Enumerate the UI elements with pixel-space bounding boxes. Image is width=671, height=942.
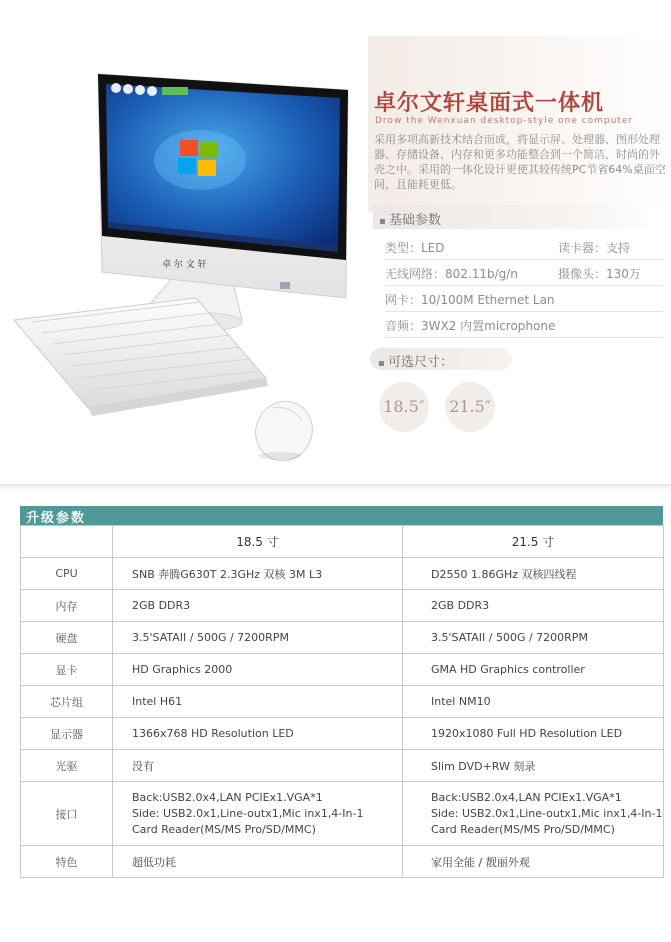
spec-row	[385, 234, 663, 260]
table-row	[21, 718, 664, 750]
table-row	[21, 590, 664, 622]
section-divider	[0, 484, 671, 490]
size-options-heading-label: ▪ 可选尺寸：	[378, 351, 453, 370]
spec-type: 类型：LED	[385, 241, 445, 255]
cell-18-5: HD Graphics 2000	[113, 654, 403, 686]
row-label: 显卡	[21, 654, 113, 686]
spec-network: 网卡：10/100M Ethernet Lan	[385, 293, 555, 307]
cell-18-5: Intel H61	[113, 686, 403, 718]
cell-21-5: D2550 1.86GHz 双核四线程	[403, 558, 664, 590]
basic-specs-list	[385, 234, 663, 338]
cell-18-5: SNB 奔腾G630T 2.3GHz 双核 3M L3	[113, 558, 403, 590]
table-row	[21, 654, 664, 686]
cell-21-5: 2GB DDR3	[403, 590, 664, 622]
spec-wireless: 无线网络：802.11b/g/n	[385, 267, 518, 281]
cell-21-5	[403, 782, 664, 846]
cell-line: Back:USB2.0x4,LAN PCIEx1.VGA*1	[132, 790, 323, 804]
table-header-18-5: 18.5 寸	[113, 526, 403, 558]
size-options-heading	[370, 348, 512, 370]
cell-line: Card Reader(MS/MS Pro/SD/MMC)	[431, 822, 615, 836]
cell-18-5: 3.5'SATAII / 500G / 7200RPM	[113, 622, 403, 654]
cell-18-5	[113, 782, 403, 846]
spec-card-reader: 读卡器：支持	[558, 241, 631, 255]
size-option-21-5[interactable]: 21.5″	[445, 382, 495, 432]
table-row	[21, 846, 664, 878]
cell-21-5: 家用全能 / 靓丽外观	[403, 846, 664, 878]
spec-row	[385, 286, 663, 312]
product-description: 采用多项高新技术结合而成，将显示屏、处理器、图形处理器、存储设备、内存和更多功能整合到一个简洁、时尚的外壳之中。采用的一体化设计更使其较传统PC节省64%桌面空间，且能耗更低。	[374, 133, 666, 191]
cell-18-5: 超低功耗	[113, 846, 403, 878]
cell-21-5: Slim DVD+RW 刻录	[403, 750, 664, 782]
row-label: 硬盘	[21, 622, 113, 654]
table-header-21-5: 21.5 寸	[403, 526, 664, 558]
table-row	[21, 750, 664, 782]
row-label: 接口	[21, 782, 113, 846]
product-image	[10, 60, 350, 470]
product-title: 卓尔文轩桌面式一体机	[374, 90, 605, 116]
product-subtitle: Drow the Wenxuan desktop-style one computer	[375, 116, 634, 126]
upgrade-params-heading	[20, 506, 663, 525]
table-row	[21, 686, 664, 718]
cell-line: Card Reader(MS/MS Pro/SD/MMC)	[132, 822, 316, 836]
monitor-brand-text: 卓 尔 文 轩	[162, 260, 207, 270]
size-option-18-5[interactable]: 18.5″	[379, 382, 429, 432]
basic-specs-heading-label: ▪ 基础参数	[379, 209, 441, 228]
upgrade-params-table	[20, 525, 664, 878]
row-label: CPU	[21, 558, 113, 590]
cell-18-5: 2GB DDR3	[113, 590, 403, 622]
table-header-blank	[21, 526, 113, 558]
row-label: 芯片组	[21, 686, 113, 718]
table-header-row	[21, 526, 664, 558]
table-row	[21, 782, 664, 846]
table-row	[21, 622, 664, 654]
row-label: 内存	[21, 590, 113, 622]
spec-row	[385, 312, 663, 338]
row-label: 显示器	[21, 718, 113, 750]
cell-18-5: 1366x768 HD Resolution LED	[113, 718, 403, 750]
cell-21-5: 1920x1080 Full HD Resolution LED	[403, 718, 664, 750]
cell-line: Side: USB2.0x1,Line-outx1,Mic inx1,4-In-1	[431, 806, 663, 820]
basic-specs-heading	[373, 205, 663, 229]
upgrade-params-heading-label: 升级参数	[26, 511, 87, 526]
table-row	[21, 558, 664, 590]
row-label: 特色	[21, 846, 113, 878]
cell-line: Side: USB2.0x1,Line-outx1,Mic inx1,4-In-1	[132, 806, 364, 820]
cell-21-5: Intel NM10	[403, 686, 664, 718]
spec-camera: 摄像头：130万	[558, 267, 641, 281]
cell-line: Back:USB2.0x4,LAN PCIEx1.VGA*1	[431, 790, 622, 804]
cell-21-5: GMA HD Graphics controller	[403, 654, 664, 686]
spec-row	[385, 260, 663, 286]
row-label: 光驱	[21, 750, 113, 782]
cell-21-5: 3.5'SATAII / 500G / 7200RPM	[403, 622, 664, 654]
cell-18-5: 没有	[113, 750, 403, 782]
spec-audio: 音频：3WX2 内置microphone	[385, 319, 556, 333]
